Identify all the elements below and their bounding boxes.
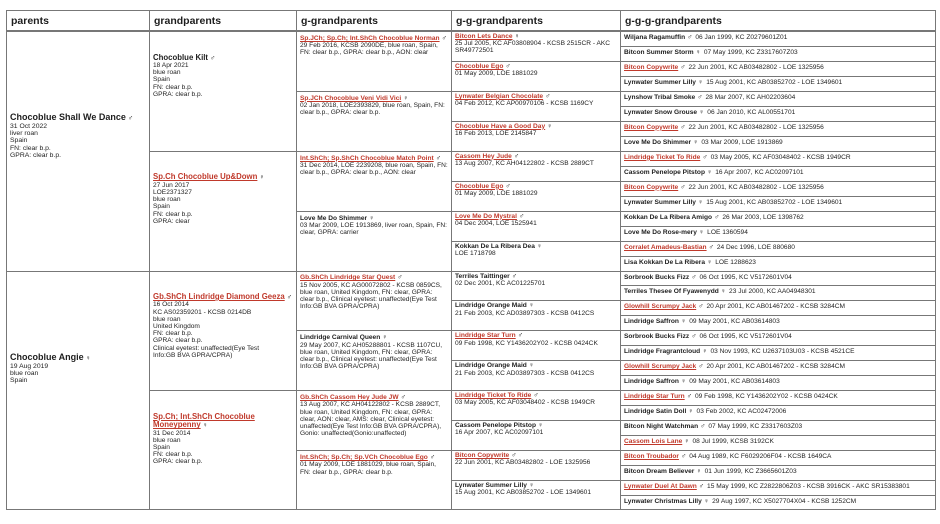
female-icon: ♀ (707, 258, 713, 266)
dog-name: Cassom Hey Jude (455, 152, 512, 160)
female-icon: ♀ (547, 122, 553, 130)
dog-name: Sp.Ch Chocoblue Up&Down (153, 172, 258, 182)
dog-detail: 22 Jun 2001, KC AB03482802 - LOE 1325956 (688, 123, 824, 131)
male-icon: ♂ (511, 452, 517, 460)
dog-name: Lynwater Snow Grouse (624, 108, 698, 116)
male-icon: ♂ (513, 152, 520, 160)
dog-detail: 22 Jun 2001, KC AB03482802 - LOE 1325956 (455, 459, 591, 467)
dog-detail: 16 Feb 2013, LOE 2145847 (455, 130, 537, 138)
dog-name: Lindridge Ticket To Ride (624, 153, 701, 161)
dog-name: Cassom Penelope Pitstop (624, 168, 705, 176)
gg-grandparents-cell (451, 330, 620, 360)
male-icon: ♂ (210, 54, 216, 62)
dog-detail: FN: clear b.p. (153, 330, 193, 338)
parents-cell (6, 271, 149, 511)
ggg-grandparents-cell (620, 31, 936, 46)
female-icon: ♀ (537, 422, 544, 430)
male-icon: ♂ (127, 115, 134, 123)
dog-detail: 09 Feb 1998, KC Y1436202Y02 - KCSB 0424CK (455, 339, 598, 347)
gg-grandparents-cell (451, 300, 620, 330)
ggg-grandparents-cell (620, 211, 936, 226)
female-icon: ♀ (703, 498, 710, 506)
dog-detail: 15 Aug 2001, KC AB03852702 - LOE 1349601 (455, 489, 592, 497)
dog-name: Bitcon Night Watchman (624, 423, 699, 431)
male-icon: ♂ (687, 34, 693, 41)
g-grandparents-cell (296, 390, 451, 450)
dog-name: Lindridge Orange Maid (455, 302, 527, 310)
dog-name: Chocoblue Ego (455, 62, 504, 70)
dog-name: Lynwater Christmas Lilly (624, 498, 702, 506)
dog-name: Int.ShCh; Sp.ShCh Chocoblue Match Point (300, 154, 434, 162)
dog-name: Terriles Taittinger (455, 272, 510, 280)
dog-detail: 28 Mar 2007, KC AH02203604 (705, 93, 796, 101)
dog-name: Sp.JCh; Sp.Ch; Int.ShCh Chocoblue Norman (300, 34, 440, 42)
dog-detail: 15 Nov 2005, KC AG00072802 - KCSB 0859CS, blue roan, United Kingdom, FN: clear, GPRA: clear b.p., Clinical eyetest: unaffected(Eye Test Info:GB BVA GPRA/CPRA) (300, 281, 442, 311)
dog-detail: 26 Mar 2003, LOE 1398762 (722, 213, 804, 221)
female-icon: ♀ (403, 94, 409, 102)
dog-detail: 23 Jul 2000, KC AA04948301 (729, 288, 816, 296)
male-icon: ♂ (505, 182, 511, 190)
dog-detail: 25 Jul 2005, KC AF03808904 - KCSB 2515CR - AKC SR49772501 (455, 40, 611, 55)
dog-name: Lindridge Saffron (624, 318, 679, 326)
dog-detail: 09 Feb 1998, KC Y1436202Y02 - KCSB 0424CK (694, 393, 838, 401)
female-icon: ♀ (695, 48, 701, 56)
dog-name: Int.ShCh; Sp.Ch; Sp.VCh Chocoblue Ego (300, 454, 428, 462)
ggg-grandparents-cell (620, 271, 936, 286)
dog-detail: FN: clear b.p. (153, 210, 193, 218)
dog-name: Bitcon Summer Storm (624, 48, 694, 56)
male-icon: ♂ (708, 243, 714, 251)
female-icon: ♀ (680, 318, 687, 326)
dog-detail: 03 Nov 1993, KC U2637103U03 - KCSB 4521CE (710, 348, 855, 356)
dog-detail: 16 Oct 2014 (153, 301, 189, 309)
female-icon: ♀ (702, 348, 708, 356)
dog-detail: blue roan (153, 315, 181, 323)
column-header-parents: parents (6, 10, 149, 31)
dog-detail: 15 May 1999, KC Z2822806Z03 - KCSB 3916CK - AKC SR15383801 (707, 483, 910, 491)
dog-name: Lynwater Belgian Chocolate (455, 92, 544, 100)
ggg-grandparents-cell (620, 360, 936, 375)
dog-name: Glowhill Scrumpy Jack (624, 303, 697, 311)
dog-detail: Spain (153, 203, 170, 211)
ggg-grandparents-cell (620, 315, 936, 330)
gg-grandparents-cell (451, 181, 620, 211)
dog-detail: 03 Feb 2002, KC AC02472006 (696, 408, 787, 416)
dog-detail: 29 Aug 1997, KC X5027704X04 - KCSB 1252CM (712, 498, 857, 506)
ggg-grandparents-cell (620, 91, 936, 106)
dog-detail: Info:GB BVA GPRA/CPRA) (153, 351, 233, 359)
dog-name: Sp.Ch; Int.ShCh Chocoblue Moneypenny (153, 411, 255, 430)
ggg-grandparents-cell (620, 285, 936, 300)
dog-detail: 03 May 2005, KC AF03048402 - KCSB 1949CR (710, 153, 851, 161)
dog-detail: LOE2371327 (153, 188, 192, 196)
female-icon: ♀ (697, 78, 704, 86)
dog-detail: 06 Oct 1995, KC V5172601V04 (699, 333, 792, 341)
dog-detail: 09 May 2001, KC AB03614803 (689, 318, 780, 326)
dog-detail: FN: clear b.p. (153, 451, 193, 459)
dog-detail: 06 Oct 1995, KC V5172601V04 (699, 273, 792, 281)
dog-name: Bitcon Copywrite (624, 63, 679, 71)
dog-name: Gb.ShCh Lindridge Star Quest (300, 274, 396, 282)
dog-detail: 09 May 2001, KC AB03614803 (689, 378, 780, 386)
g-grandparents-cell (296, 91, 451, 151)
dog-name: Lindridge Saffron (624, 378, 679, 386)
ggg-grandparents-cell (620, 241, 936, 256)
dog-detail: FN: clear b.p. (153, 83, 193, 91)
dog-detail: 29 May 2007, KC AH05288801 - KCSB 1107CU, blue roan, United Kingdom, FN: clear, GPRA: clear b.p., Clinical eyetest: unaffected(Eye Test Info:GB BVA GPRA/CPRA) (300, 341, 443, 371)
dog-detail: 16 Apr 2007, KC AC02097101 (455, 429, 544, 437)
female-icon: ♀ (698, 228, 705, 236)
dog-name: Terriles Thesee Of Fyawenydd (624, 288, 719, 296)
gg-grandparents-cell (451, 121, 620, 151)
dog-name: Sorbrook Bucks Fizz (624, 273, 690, 281)
male-icon: ♂ (545, 92, 551, 100)
female-icon: ♀ (382, 334, 388, 342)
dog-name: Bitcon Copywrite (624, 183, 679, 191)
dog-detail: 02 Dec 2001, KC AC01225701 (455, 279, 546, 287)
dog-detail: 01 May 2009, LOE 1881029, blue roan, Spain, FN: clear b.p., GPRA: clear b.p. (300, 461, 437, 476)
dog-name: Love Me Do Shimmer (624, 138, 692, 146)
male-icon: ♂ (517, 332, 523, 340)
dog-name: Love Me Do Mystral (455, 212, 517, 220)
dog-detail: 31 Dec 2014 (153, 429, 191, 437)
gg-grandparents-cell (451, 241, 620, 271)
dog-name: Bitcon Lets Dance (455, 33, 513, 40)
dog-detail: KC AS02359201 - KCSB 0214DB (153, 308, 252, 316)
dog-detail: LOE 1288623 (715, 258, 756, 266)
ggg-grandparents-cell (620, 330, 936, 345)
male-icon: ♂ (698, 483, 705, 491)
dog-name: Chocoblue Angie (10, 351, 84, 362)
dog-name: Chocoblue Ego (455, 182, 504, 190)
ggg-grandparents-cell (620, 181, 936, 196)
gg-grandparents-cell (451, 450, 620, 480)
dog-detail: 08 Jul 1999, KCSB 3192CK (692, 438, 774, 446)
dog-detail: liver roan (10, 130, 38, 138)
ggg-grandparents-cell (620, 226, 936, 241)
dog-detail: 04 Aug 1989, KC F6029206F04 - KCSB 1649CA (689, 453, 832, 461)
dog-name: Lindridge Carnival Queen (300, 334, 381, 342)
dog-detail: 01 May 2009, LOE 1881029 (455, 189, 538, 197)
dog-detail: 31 Dec 2014, LOE 2239208, blue roan, Spain, FN: clear b.p., GPRA: clear b.p., AON: clear (300, 161, 448, 177)
g-grandparents-cell (296, 450, 451, 510)
ggg-grandparents-cell (620, 465, 936, 480)
male-icon: ♂ (697, 93, 703, 101)
ggg-grandparents-cell (620, 256, 936, 271)
dog-detail: 04 Feb 2012, KC AP00970106 - KCSB 1169CY (455, 100, 594, 108)
dog-detail: 24 Dec 1996, LOE 880680 (716, 243, 795, 251)
dog-detail: blue roan (10, 369, 39, 377)
female-icon: ♀ (514, 33, 520, 40)
dog-name: Bitcon Copywrite (624, 123, 679, 131)
female-icon: ♀ (528, 302, 535, 310)
dog-name: Cassom Penelope Pitstop (455, 422, 536, 430)
male-icon: ♂ (702, 153, 708, 161)
dog-name: Lindridge Ticket To Ride (455, 392, 532, 400)
dog-name: Wiljana Ragamuffin (624, 34, 686, 41)
g-grandparents-cell (296, 151, 451, 211)
dog-detail: 04 Dec 2004, LOE 1525941 (455, 219, 537, 227)
dog-detail: LOE 1718798 (455, 249, 496, 257)
dog-detail: 03 Mar 2009, LOE 1913869 (701, 138, 783, 146)
grandparents-cell (149, 151, 296, 271)
dog-detail: 27 Jun 2017 (153, 181, 190, 189)
dog-detail: 03 Mar 2009, LOE 1913869, liver roan, Spain, FN: clear, GPRA: carrier (300, 221, 447, 237)
gg-grandparents-cell (451, 271, 620, 301)
ggg-grandparents-cell (620, 450, 936, 465)
dog-name: Love Me Do Shimmer (300, 214, 368, 222)
dog-name: Glowhill Scrumpy Jack (624, 363, 697, 371)
gg-grandparents-cell (451, 211, 620, 241)
column-header-g-g-g-grandparents: g-g-g-grandparents (620, 10, 936, 31)
male-icon: ♂ (429, 454, 436, 462)
dog-name: Chocoblue Shall We Dance (10, 112, 126, 123)
gg-grandparents-cell (451, 480, 620, 510)
female-icon: ♀ (528, 482, 535, 490)
dog-name: Chocoblue Have a Good Day (455, 122, 546, 130)
ggg-grandparents-cell (620, 121, 936, 136)
dog-detail: GPRA: clear b.p. (153, 337, 203, 345)
male-icon: ♂ (698, 363, 704, 371)
female-icon: ♀ (85, 354, 91, 362)
dog-detail: GPRA: clear b.p. (10, 151, 61, 159)
male-icon: ♂ (686, 393, 692, 401)
male-icon: ♂ (698, 303, 704, 311)
male-icon: ♂ (400, 394, 406, 402)
dog-detail: 03 May 2005, KC AF03048402 - KCSB 1949CR (455, 399, 596, 407)
pedigree-table (6, 10, 936, 510)
female-icon: ♀ (697, 198, 704, 206)
dog-detail: 22 Jun 2001, KC AB03482802 - LOE 1325956 (688, 63, 824, 71)
female-icon: ♀ (699, 108, 705, 116)
ggg-grandparents-cell (620, 480, 936, 495)
dog-name: Lindridge Star Turn (624, 393, 685, 401)
ggg-grandparents-cell (620, 375, 936, 390)
dog-name: Lindridge Fragrantcloud (624, 348, 701, 356)
dog-detail: 07 May 1999, KC Z3317603Z03 (708, 423, 803, 431)
dog-detail: blue roan (153, 436, 181, 444)
male-icon: ♂ (397, 274, 403, 282)
grandparents-cell (149, 390, 296, 510)
dog-detail: GPRA: clear (153, 217, 190, 225)
dog-detail: 13 Aug 2007, KC AH04122802 - KCSB 2889CT (455, 159, 594, 167)
g-grandparents-cell (296, 211, 451, 271)
ggg-grandparents-cell (620, 390, 936, 405)
dog-detail: United Kingdom (153, 323, 200, 331)
dog-detail: 01 May 2009, LOE 1881029 (455, 70, 538, 78)
dog-detail: 06 Jan 2010, KC AL00551701 (707, 108, 796, 116)
dog-name: Bitcon Troubador (624, 453, 679, 461)
column-header-g-grandparents: g-grandparents (296, 10, 451, 31)
female-icon: ♀ (259, 174, 265, 182)
ggg-grandparents-cell (620, 166, 936, 181)
dog-detail: Spain (10, 376, 28, 384)
dog-detail: Clinical eyetest: unaffected(Eye Test (153, 344, 260, 352)
male-icon: ♂ (700, 423, 706, 431)
dog-name: Sp.JCh Chocoblue Veni Vidi Vici (300, 94, 402, 102)
dog-name: Gb.ShCh Cassom Hey Jude JW (300, 394, 399, 402)
dog-detail: Spain (10, 137, 28, 145)
dog-detail: 21 Feb 2003, KC AD03897303 - KCSB 0412CS (455, 369, 595, 377)
female-icon: ♀ (528, 362, 535, 370)
dog-name: Kokkan De La Ribera Dea (455, 242, 535, 250)
gg-grandparents-cell (451, 360, 620, 390)
ggg-grandparents-cell (620, 420, 936, 435)
male-icon: ♂ (680, 63, 686, 71)
dog-detail: Spain (153, 444, 170, 452)
dog-name: Lynwater Duel At Dawn (624, 483, 697, 491)
dog-detail: 20 Apr 2001, KC AB01467202 - KCSB 3284CM (706, 363, 846, 371)
dog-detail: Spain (153, 76, 170, 84)
male-icon: ♂ (511, 272, 517, 280)
column-header-g-g-grandparents: g-g-grandparents (451, 10, 620, 31)
male-icon: ♂ (691, 273, 697, 281)
parents-cell (6, 31, 149, 271)
dog-name: Sorbrook Bucks Fizz (624, 333, 690, 341)
dog-detail: 22 Jun 2001, KC AB03482802 - LOE 1325956 (688, 183, 824, 191)
g-grandparents-cell (296, 271, 451, 331)
ggg-grandparents-cell (620, 196, 936, 211)
dog-name: Lindridge Orange Maid (455, 362, 527, 370)
ggg-grandparents-cell (620, 46, 936, 61)
ggg-grandparents-cell (620, 151, 936, 166)
dog-name: Lynshow Tribal Smoke (624, 93, 696, 101)
dog-detail: 15 Aug 2001, KC AB03852702 - LOE 1349601 (706, 198, 843, 206)
ggg-grandparents-cell (620, 61, 936, 76)
ggg-grandparents-cell (620, 405, 936, 420)
dog-name: Corralet Amadeus-Bastian (624, 243, 707, 251)
dog-name: Lindridge Star Turn (455, 332, 516, 340)
dog-name: Love Me Do Rose-mery (624, 228, 697, 236)
male-icon: ♂ (680, 453, 687, 461)
gg-grandparents-cell (451, 61, 620, 91)
dog-detail: 29 Feb 2016, KCSB 2090DE, blue roan, Spain, FN: clear b.p., GPRA: clear b.p., AON: clear (300, 42, 438, 57)
male-icon: ♂ (441, 34, 447, 42)
grandparents-cell (149, 271, 296, 391)
g-grandparents-cell (296, 31, 451, 91)
female-icon: ♀ (536, 242, 543, 250)
dog-name: Lynwater Summer Lilly (455, 482, 527, 490)
dog-detail: 20 Apr 2001, KC AB01467202 - KCSB 3284CM (706, 303, 846, 311)
dog-name: Lynwater Summer Lilly (624, 198, 696, 206)
dog-detail: 18 Apr 2021 (153, 61, 189, 69)
male-icon: ♂ (680, 183, 686, 191)
dog-detail: GPRA: clear b.p. (153, 90, 203, 98)
female-icon: ♀ (684, 438, 690, 446)
dog-detail: 31 Oct 2022 (10, 123, 48, 131)
female-icon: ♀ (688, 408, 694, 416)
grandparents-cell (149, 31, 296, 151)
gg-grandparents-cell (451, 390, 620, 420)
female-icon: ♀ (720, 288, 727, 296)
dog-detail: blue roan (153, 69, 181, 77)
dog-detail: GPRA: clear b.p. (153, 458, 203, 466)
dog-name: Lindridge Satin Doll (624, 408, 687, 416)
male-icon: ♂ (533, 392, 539, 400)
female-icon: ♀ (706, 168, 713, 176)
dog-name: Bitcon Copywrite (455, 452, 510, 460)
ggg-grandparents-cell (620, 435, 936, 450)
female-icon: ♀ (369, 214, 375, 222)
dog-detail: FN: clear b.p. (10, 144, 51, 152)
male-icon: ♂ (435, 154, 441, 162)
dog-detail: 16 Apr 2007, KC AC02097101 (715, 168, 804, 176)
male-icon: ♂ (286, 294, 292, 302)
ggg-grandparents-cell (620, 345, 936, 360)
ggg-grandparents-cell (620, 106, 936, 121)
dog-name: Chocoblue Kilt (153, 52, 209, 62)
dog-name: Bitcon Dream Believer (624, 468, 695, 476)
dog-detail: 07 May 1999, KC Z3317607Z03 (703, 48, 798, 56)
ggg-grandparents-cell (620, 300, 936, 315)
g-grandparents-cell (296, 330, 451, 390)
dog-detail: 19 Aug 2019 (10, 362, 49, 370)
dog-name: Gb.ShCh Lindridge Diamond Geeza (153, 292, 285, 302)
dog-detail: 01 Jun 1999, KC Z3665601Z03 (704, 468, 797, 476)
column-header-grandparents: grandparents (149, 10, 296, 31)
dog-detail: blue roan (153, 196, 181, 204)
gg-grandparents-cell (451, 31, 620, 61)
female-icon: ♀ (680, 378, 687, 386)
gg-grandparents-cell (451, 151, 620, 181)
dog-detail: LOE 1360594 (707, 228, 748, 236)
dog-detail: 13 Aug 2007, KC AH04122802 - KCSB 2889CT, blue roan, United Kingdom, FN: clear, GPRA: clear, AON: clear, AMS: clear, Clinical eyetest: unaffected(Eye Test Info:GB BVA GPRA/CPRA), Gonio: unaffected(Gonio:unaffected) (300, 401, 442, 438)
dog-detail: 02 Jan 2018, LOE2393829, blue roan, Spain, FN: clear b.p., GPRA: clear b.p. (300, 102, 445, 117)
dog-name: Cassom Lois Lane (624, 438, 683, 446)
female-icon: ♀ (696, 468, 702, 476)
female-icon: ♀ (693, 138, 699, 146)
ggg-grandparents-cell (620, 136, 936, 151)
dog-name: Lisa Kokkan De La Ribera (624, 258, 705, 266)
dog-detail: 21 Feb 2003, KC AD03897303 - KCSB 0412CS (455, 309, 595, 317)
gg-grandparents-cell (451, 420, 620, 450)
male-icon: ♂ (691, 333, 697, 341)
ggg-grandparents-cell (620, 76, 936, 91)
female-icon: ♀ (202, 422, 208, 430)
male-icon: ♂ (505, 62, 511, 70)
dog-name: Kokkan De La Ribera Amigo (624, 213, 713, 221)
dog-name: Lynwater Summer Lilly (624, 78, 696, 86)
dog-detail: 15 Aug 2001, KC AB03852702 - LOE 1349601 (706, 78, 843, 86)
male-icon: ♂ (714, 213, 720, 221)
dog-detail: 06 Jan 1999, KC Z0279601Z01 (695, 34, 788, 41)
gg-grandparents-cell (451, 91, 620, 121)
ggg-grandparents-cell (620, 495, 936, 510)
male-icon: ♂ (680, 123, 686, 131)
male-icon: ♂ (518, 212, 525, 220)
